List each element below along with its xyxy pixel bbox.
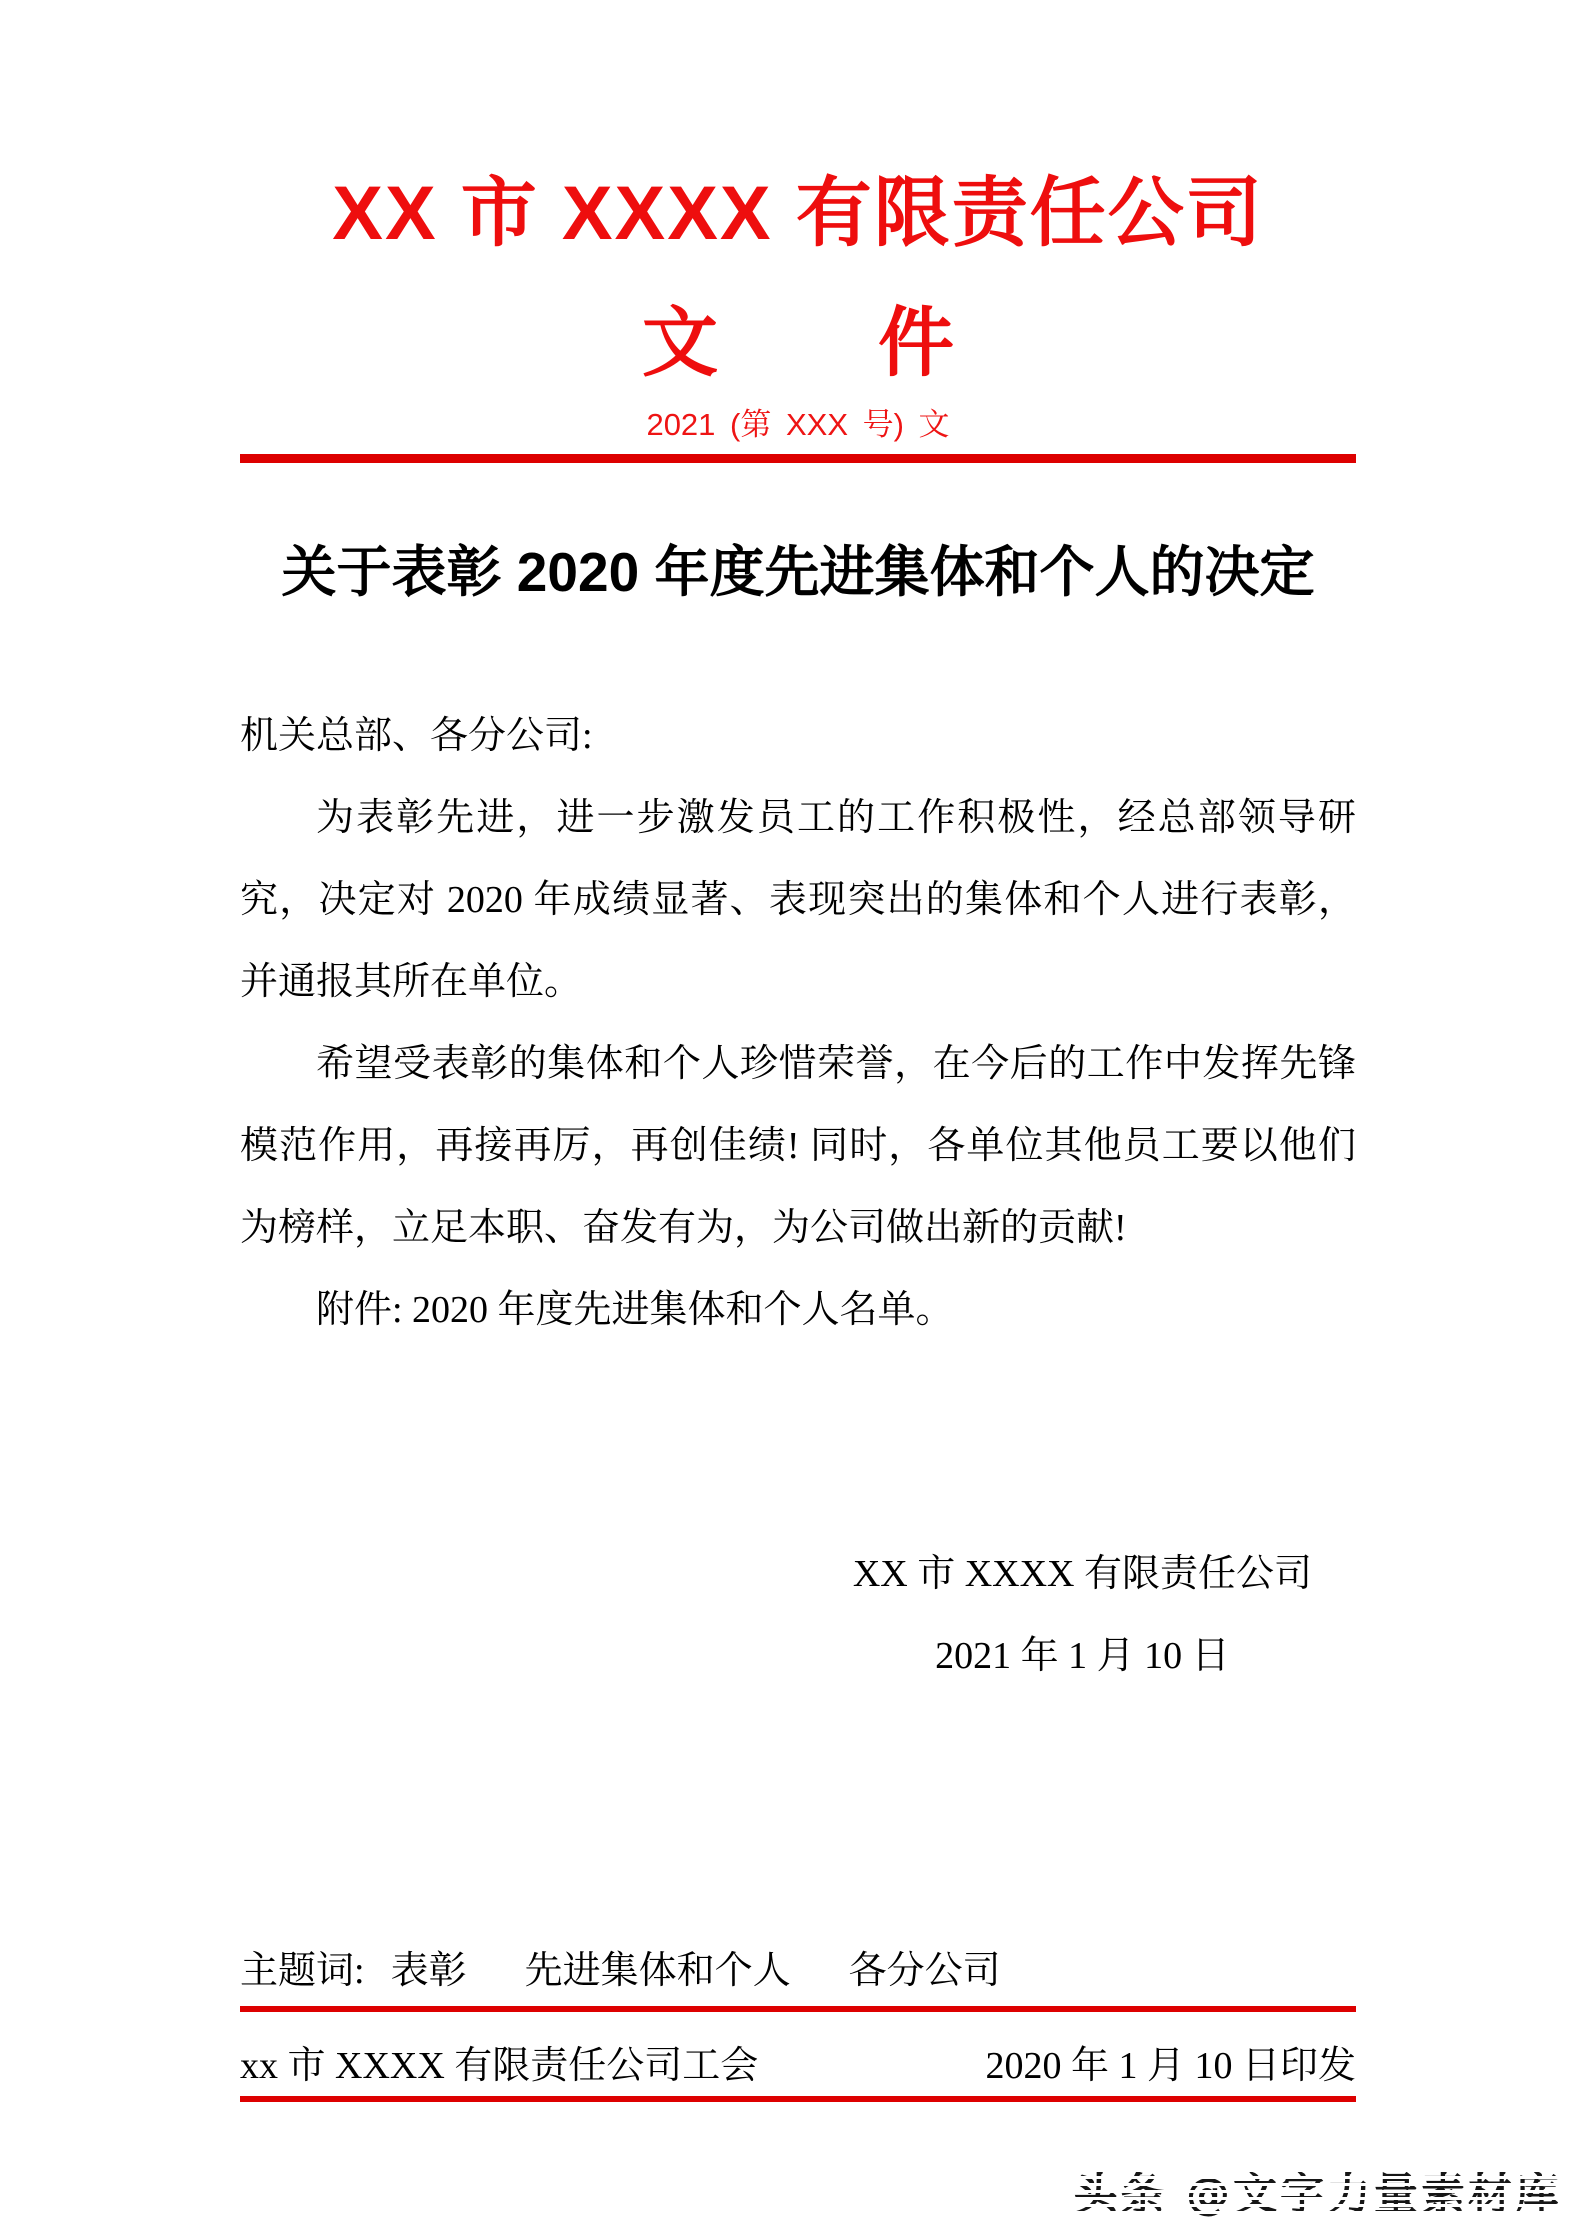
letterhead-doc-type (240, 298, 1356, 390)
doc-type-char-jian: 件 (878, 301, 954, 386)
body-paragraph-2: 希望受表彰的集体和个人珍惜荣誉，在今后的工作中发挥先锋模范作用，再接再厉，再创佳绩! 同时，各单位其他员工要以他们为榜样，立足本职、奋发有为，为公司做出新的贡献! (240, 1043, 1356, 1249)
keyword-item: 表彰 (390, 1950, 467, 1992)
attachment-line: 附件: 2020 年度先进集体和个人名单。 (316, 1289, 954, 1331)
red-separator-keywords (240, 2006, 1356, 2012)
signature-date: 2021 年 1 月 10 日 (935, 1635, 1230, 1677)
publisher-name: xx 市 XXXX 有限责任公司工会 (240, 2045, 759, 2087)
keywords-label: 主题词: (240, 1950, 365, 1992)
document-body (240, 695, 1356, 1351)
toutiao-watermark: 头条 @文字力量素材库 (1074, 2158, 1562, 2222)
publisher-line (240, 2042, 1356, 2090)
signature-company: XX 市 XXXX 有限责任公司 (852, 1553, 1312, 1595)
document-footer (240, 1947, 1356, 2102)
document-title: 关于表彰 2020 年度先进集体和个人的决定 (281, 541, 1315, 603)
body-paragraph-1: 为表彰先进，进一步激发员工的工作积极性，经总部领导研究，决定对 2020 年成绩显著、表现突出的集体和个人进行表彰，并通报其所在单位。 (240, 797, 1356, 1003)
red-separator-top (240, 454, 1356, 463)
keyword-item: 先进集体和个人 (524, 1950, 791, 1992)
signature-block (853, 1533, 1312, 1697)
print-date: 2020 年 1 月 10 日印发 (985, 2045, 1356, 2087)
document-number: 2021 (第 XXX 号) 文 (646, 407, 950, 442)
keywords-line (240, 1947, 1356, 1995)
keyword-item: 各分公司 (848, 1950, 1001, 1992)
doc-type-char-wen: 文 (642, 301, 718, 386)
letterhead-company-title: XX 市 XXXX 有限责任公司 (332, 171, 1264, 256)
red-separator-bottom (240, 2096, 1356, 2102)
salutation: 机关总部、各分公司: (240, 715, 593, 757)
